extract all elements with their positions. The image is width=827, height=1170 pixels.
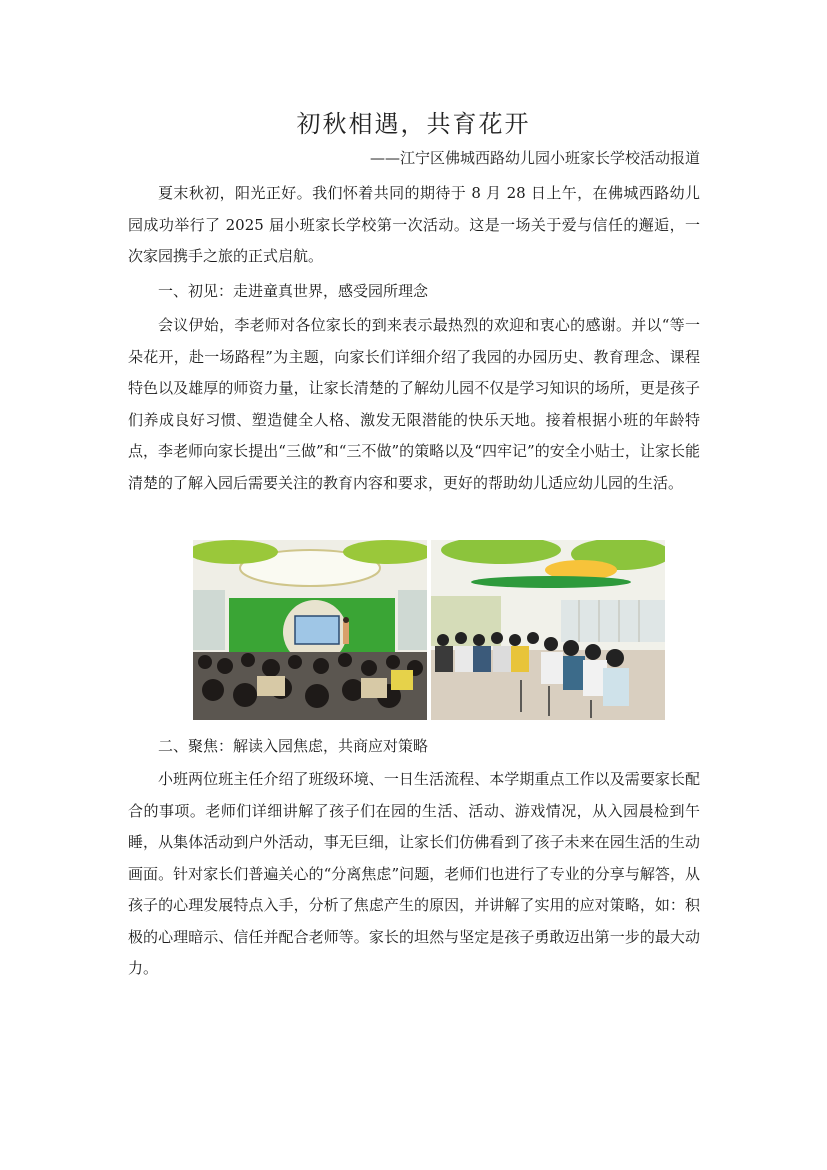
section1-paragraph: 会议伊始，李老师对各位家长的到来表示最热烈的欢迎和衷心的感谢。并以“等一朵花开，赴一场路程”为主题，向家长们详细介绍了我园的办园历史、教育理念、课程特色以及雄厚的师资力量，让家长清楚的了解幼儿园不仅是学习知识的场所，更是孩子们养成良好习惯、塑造健全人格、激发无限潜能的快乐天地。接着根据小班的年龄特点，李老师向家长提出“三做”和“三不做”的策略以及“四牢记”的安全小贴士，让家长能清楚的了解入园后需要关注的教育内容和要求，更好的帮助幼儿适应幼儿园的生活。 [128, 316, 700, 492]
section2-heading: 二、聚焦：解读入园焦虑，共商应对策略 [158, 737, 429, 755]
article-title: 初秋相遇，共育花开 [296, 110, 531, 138]
section1-heading: 一、初见：走进童真世界，感受园所理念 [158, 282, 429, 300]
section2-paragraph: 小班两位班主任介绍了班级环境、一日生活流程、本学期重点工作以及需要家长配合的事项。老师们详细讲解了孩子们在园的生活、活动、游戏情况，从入园晨检到午睡，从集体活动到户外活动，事无巨细，让家长们仿佛看到了孩子未来在园生活的生动画面。针对家长们普遍关心的“分离焦虑”问题，老师们也进行了专业的分享与解答，从孩子的心理发展特点入手，分析了焦虑产生的原因，并讲解了实用的应对策略，如：积极的心理暗示、信任并配合老师等。家长的坦然与坚定是孩子勇敢迈出第一步的最大动力。 [128, 770, 700, 977]
article-subtitle: ——江宁区佛城西路幼儿园小班家长学校活动报道 [369, 149, 700, 167]
meeting-photo-right [431, 540, 665, 720]
intro-paragraph: 夏末秋初，阳光正好。我们怀着共同的期待于 8 月 28 日上午，在佛城西路幼儿园成功举行了 2025 届小班家长学校第一次活动。这是一场关于爱与信任的邂逅，一次家园携手之旅的正式启航。 [128, 184, 700, 265]
meeting-photo-left [193, 540, 427, 720]
